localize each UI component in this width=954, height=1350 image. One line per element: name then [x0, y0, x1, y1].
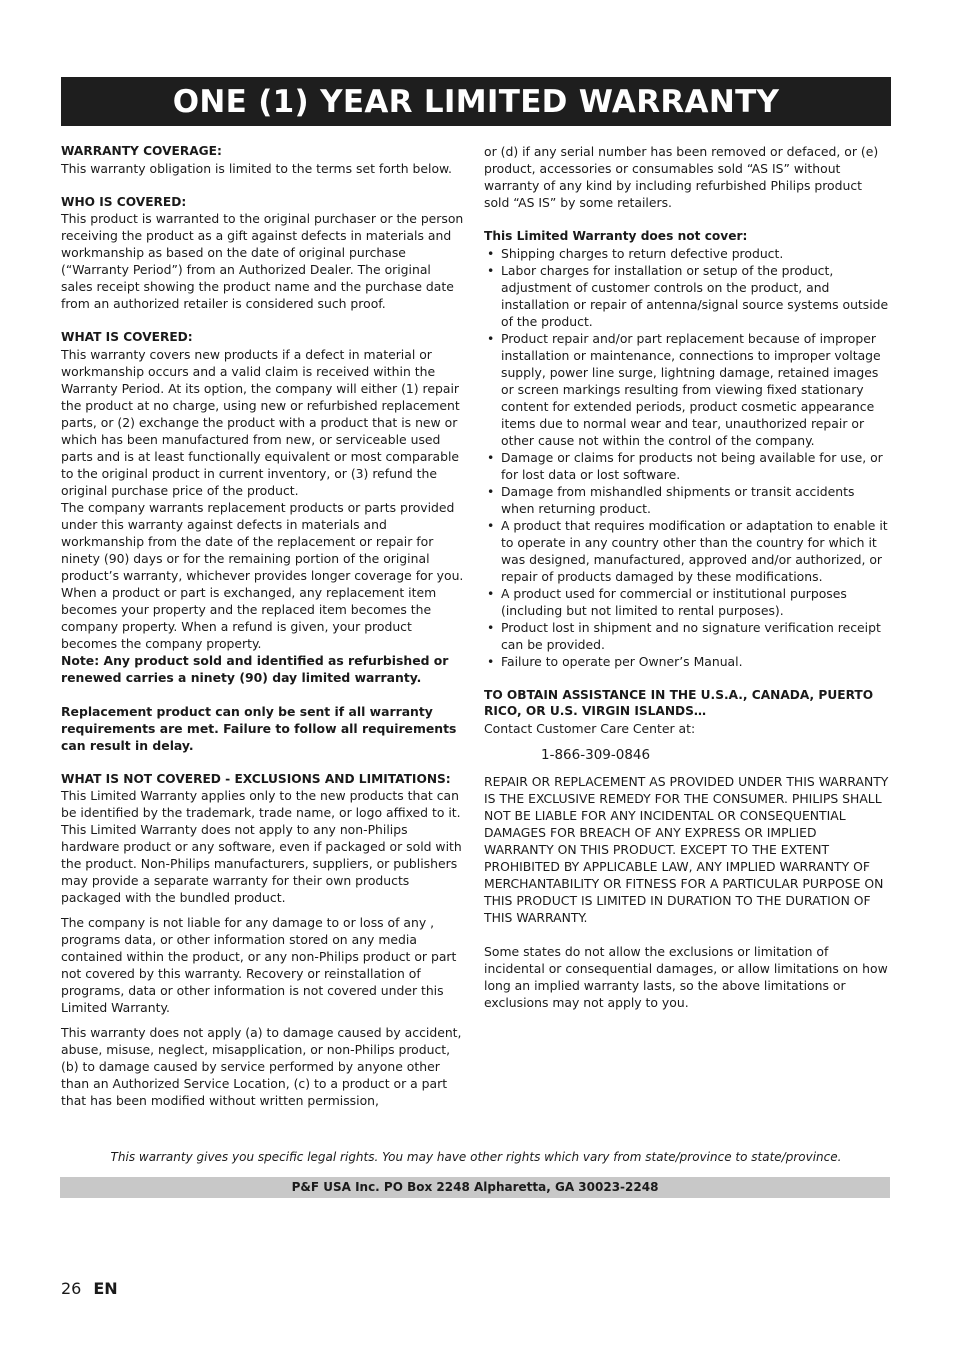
- legal-rights-note: This warranty gives you specific legal rights. You may have other rights which vary from state/province to state/province.: [110, 1150, 842, 1164]
- who-is-covered-heading: WHO IS COVERED:: [61, 194, 187, 209]
- list-item: • Damage or claims for products not being available for use, or for lost data or lost software.: [484, 449, 890, 483]
- customer-care-phone: 1-866-309-0846: [541, 746, 651, 763]
- list-item: • Product lost in shipment and no signature verification receipt can be provided.: [484, 619, 890, 653]
- who-is-covered-text: This product is warranted to the original purchaser or the person receiving the product as a gift against defects in materials and workmanship as based on the date of original purchase (“Warranty Period”) from an Authorized Dealer. The original sales receipt showing the product name and the purchase date from an authorized retailer is considered such proof.: [61, 211, 464, 311]
- refurbished-note: Note: Any product sold and identified as refurbished or renewed carries a ninety (90) day limited warranty.: [61, 652, 449, 685]
- page-footer: [61, 1279, 118, 1299]
- title-banner: [61, 77, 891, 126]
- left-column: [61, 143, 465, 1109]
- assistance-heading: TO OBTAIN ASSISTANCE IN THE U.S.A., CANADA, PUERTO RICO, OR U.S. VIRGIN ISLANDS…: [484, 687, 874, 718]
- assistance-text: Contact Customer Care Center at:: [484, 720, 696, 736]
- what-is-covered-text-1: This warranty covers new products if a defect in material or workmanship occurs and a valid claim is received within the Warranty Period. At its option, the company will either (1) repair the product at no charge, using new or refurbished replacement parts, or (2) exchange the product with a product that is new or which has been manufactured from new, or serviceable used parts and is at least functionally equivalent or most comparable to the original product in current inventory, or (3) refund the original purchase price of the product.: [61, 346, 460, 498]
- list-item: • Product repair and/or part replacement because of improper installation or maintenance, connections to improper voltage supply, power line surge, lightning damage, retained images or screen markings resulting from viewing fixed stationary content for extended periods, product cosmetic appearance items due to normal wear and tear, unauthorized repair or other cause not within the control of the company.: [484, 330, 890, 449]
- exclusions-list: [484, 245, 890, 670]
- page-title: ONE (1) YEAR LIMITED WARRANTY: [172, 84, 780, 120]
- states-text: Some states do not allow the exclusions or limitation of incidental or consequential damages, or allow limitations on how long an implied warranty lasts, so the above limitations or exclusions may not apply to you.: [484, 943, 888, 1010]
- what-is-covered-text-2: The company warrants replacement products or parts provided under this warranty against defects in materials and workmanship from the date of the replacement or repair for ninety (90) days or for the remaining portion of the original product’s warranty, whichever provides longer coverage for you. When a product or part is exchanged, any replacement item becomes your property and the replaced item becomes the company property. When a refund is given, your product becomes the company property.: [61, 499, 464, 651]
- list-item: • Failure to operate per Owner’s Manual.: [484, 653, 890, 670]
- list-item: • A product that requires modification or adaptation to enable it to operate in any country other than the country for which it was designed, manufactured, approved and/or authorized, or repair of products damaged by these modifications.: [484, 517, 890, 585]
- not-covered-heading: WHAT IS NOT COVERED - EXCLUSIONS AND LIMITATIONS:: [61, 771, 451, 786]
- replacement-note: Replacement product can only be sent if all warranty requirements are met. Failure to follow all requirements can result in delay.: [61, 703, 457, 753]
- list-item: • A product used for commercial or institutional purposes (including but not limited to rental purposes).: [484, 585, 890, 619]
- warranty-coverage-heading: WARRANTY COVERAGE:: [61, 144, 222, 158]
- list-item: • Damage from mishandled shipments or transit accidents when returning product.: [484, 483, 890, 517]
- list-item: • Shipping charges to return defective product.: [484, 245, 890, 262]
- page-number: 26: [61, 1279, 82, 1298]
- what-is-covered-heading: WHAT IS COVERED:: [61, 330, 193, 344]
- remedy-text: REPAIR OR REPLACEMENT AS PROVIDED UNDER THIS WARRANTY IS THE EXCLUSIVE REMEDY FOR THE CONSUMER. PHILIPS SHALL NOT BE LIABLE FOR ANY INCIDENTAL OR CONSEQUENTIAL DAMAGES FOR BREACH OF ANY EXPRESS OR IMPLIED WARRANTY ON THIS PRODUCT. EXCEPT TO THE EXTENT PROHIBITED BY APPLICABLE LAW, ANY IMPLIED WARRANTY OF MERCHANTABILITY OR FITNESS FOR A PARTICULAR PURPOSE ON THIS PRODUCT IS LIMITED IN DURATION TO THE DURATION OF THIS WARRANTY.: [484, 773, 889, 925]
- does-not-cover-heading: This Limited Warranty does not cover:: [484, 229, 748, 243]
- language-code: EN: [93, 1279, 118, 1298]
- not-covered-text-2: The company is not liable for any damage to or loss of any , programs data, or other information stored on any media contained within the product, or any non-Philips product or part not covered by this warranty. Recovery or reinstallation of programs, data or other information is not covered under this Limited Warranty.: [61, 915, 457, 1015]
- list-item: • Labor charges for installation or setup of the product, adjustment of customer controls on the product, and installation or repair of antenna/signal source systems outside of the product.: [484, 262, 890, 330]
- continued-text: or (d) if any serial number has been removed or defaced, or (e) product, accessories or consumables sold “AS IS” without warranty of any kind by including refurbished Philips product sold “AS IS” by some retailers.: [484, 144, 879, 210]
- right-column: [484, 143, 890, 1011]
- footer-address: P&F USA Inc. PO Box 2248 Alpharetta, GA 30023-2248: [60, 1177, 890, 1198]
- not-covered-text-3: This warranty does not apply (a) to damage caused by accident, abuse, misuse, neglect, misapplication, or non-Philips product, (b) to damage caused by service performed by anyone other than an Authorized Service Location, (c) to a product or a part that has been modified without written permission,: [61, 1025, 462, 1108]
- warranty-coverage-text: This warranty obligation is limited to the terms set forth below.: [61, 160, 452, 176]
- not-covered-text-1: This Limited Warranty applies only to the new products that can be identified by the trademark, trade name, or logo affixed to it. This Limited Warranty does not apply to any non-Philips hardware product or any software, even if packaged or sold with the product. Non-Philips manufacturers, suppliers, or publishers may provide a separate warranty for their own products packaged with the bundled product.: [61, 788, 462, 905]
